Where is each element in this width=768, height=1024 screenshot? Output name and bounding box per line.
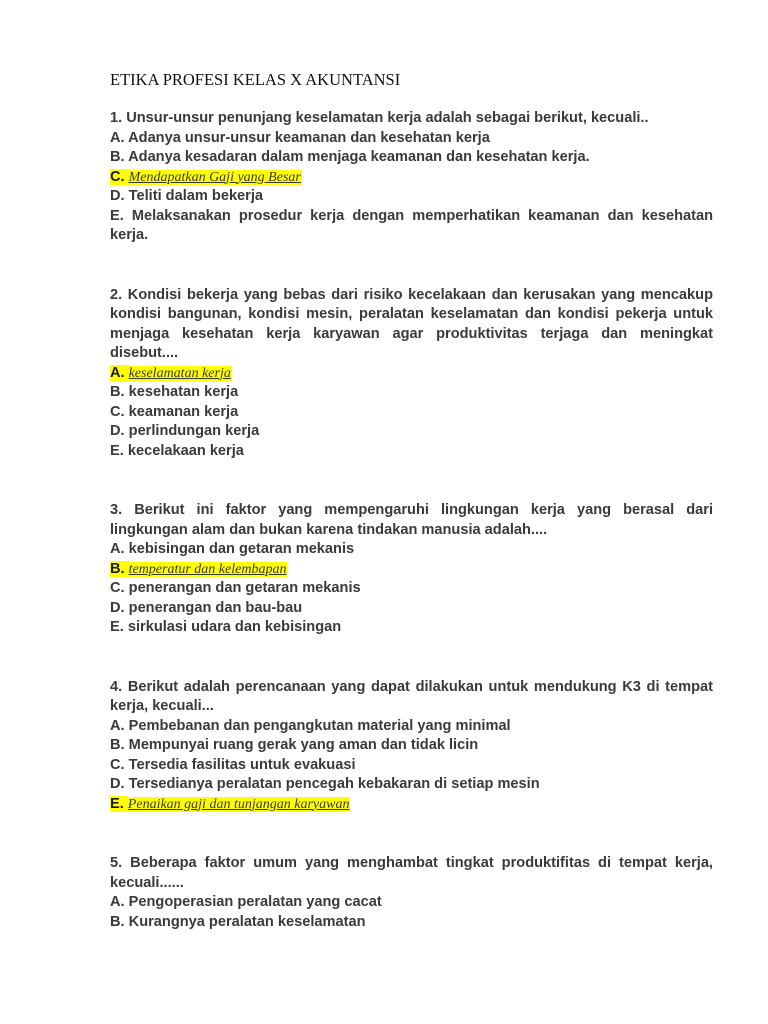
option-d [110,422,713,442]
option-text: penerangan dan getaran mekanis [128,580,361,596]
option-b [110,736,713,756]
question-text: 4. Berikut adalah perencanaan yang dapat dilakukan untuk mendukung K3 di tempat kerja, kecuali... [110,678,713,714]
option-text: Pengoperasian peralatan yang cacat [128,894,382,910]
option-a [110,540,713,560]
option-letter: E. [110,619,124,635]
answer-letter: A. [110,365,129,381]
option-letter: B. [110,149,125,165]
option-e-answer [110,795,713,815]
option-e [110,618,713,638]
answer-letter: E. [110,796,128,812]
option-text: kebisingan dan getaran mekanis [128,541,355,557]
option-a-answer [110,364,713,384]
option-letter: A. [110,717,125,734]
option-text: Melaksanakan prosedur kerja dengan memperhatikan keamanan dan kesehatan kerja. [110,207,713,243]
option-b [110,383,713,403]
question-1 [110,109,713,246]
answer-letter: C. [110,169,129,185]
answer-text: keselamatan kerja [128,365,231,381]
option-letter: A. [110,894,125,910]
answer-letter: B. [110,561,129,577]
option-text: sirkulasi udara dan kebisingan [127,619,342,635]
option-letter: B. [110,737,125,753]
option-a [110,129,713,149]
option-c [110,756,713,776]
option-c-answer [110,168,713,188]
answer-text: Mendapatkan Gaji yang Besar [128,169,301,185]
option-text: Mempunyai ruang gerak yang aman dan tidak licin [128,737,479,753]
question-text: 1. Unsur-unsur penunjang keselamatan kerja adalah sebagai berikut, kecuali.. [110,110,649,126]
option-e [110,207,713,246]
question-2 [110,286,713,462]
option-c [110,579,713,599]
question-text: 3. Berikut ini faktor yang mempengaruhi lingkungan kerja yang berasal dari lingkungan alam dan bukan karena tindakan manusia adalah.... [110,502,713,538]
option-letter: C. [110,756,125,773]
option-e [110,442,713,462]
option-letter: A. [110,129,125,146]
option-d [110,187,713,207]
option-letter: E. [110,207,124,224]
option-letter: D. [110,776,125,792]
option-letter: B. [110,913,125,930]
option-letter: D. [110,423,125,439]
option-letter: D. [110,188,125,204]
question-text: 5. Beberapa faktor umum yang menghambat tingkat produktifitas di tempat kerja, kecuali...... [110,855,713,891]
option-text: kecelakaan kerja [127,442,244,459]
answer-text: temperatur dan kelembapan [128,561,287,577]
option-b-answer [110,560,713,580]
option-letter: C. [110,580,125,596]
option-letter: C. [110,403,125,420]
option-d [110,599,713,619]
option-text: perlindungan kerja [128,423,260,439]
question-4 [110,678,713,815]
option-letter: E. [110,442,124,459]
question-5 [110,854,713,932]
option-letter: A. [110,541,125,557]
option-text: keamanan kerja [128,403,239,420]
option-text: Kurangnya peralatan keselamatan [128,913,366,930]
option-text: Pembebanan dan pengangkutan material yang minimal [128,717,511,734]
document-page [110,70,713,972]
option-text: Adanya unsur-unsur keamanan dan kesehatan kerja [128,129,490,146]
option-d [110,775,713,795]
option-c [110,403,713,423]
option-text: Tersedianya peralatan pencegah kebakaran di setiap mesin [128,776,540,792]
option-a [110,893,713,913]
option-letter: D. [110,599,125,616]
option-text: kesehatan kerja [128,384,239,400]
option-a [110,717,713,737]
option-text: Teliti dalam bekerja [128,188,264,204]
option-b [110,913,713,933]
option-text: penerangan dan bau-bau [128,599,303,616]
option-text: Adanya kesadaran dalam menjaga keamanan dan kesehatan kerja. [128,149,590,165]
question-text: 2. Kondisi bekerja yang bebas dari risiko kecelakaan dan kerusakan yang mencakup kondisi bangunan, kondisi mesin, peralatan keselamatan dan kondisi pekerja untuk menjaga kesehatan kerja karyawan agar produktivitas terjaga dan meningkat disebut.... [110,286,713,361]
question-3 [110,501,713,638]
option-b [110,148,713,168]
answer-text: Penaikan gaji dan tunjangan karyawan [127,796,350,812]
option-letter: B. [110,384,125,400]
option-text: Tersedia fasilitas untuk evakuasi [128,756,356,773]
document-title: ETIKA PROFESI KELAS X AKUNTANSI [110,70,401,89]
